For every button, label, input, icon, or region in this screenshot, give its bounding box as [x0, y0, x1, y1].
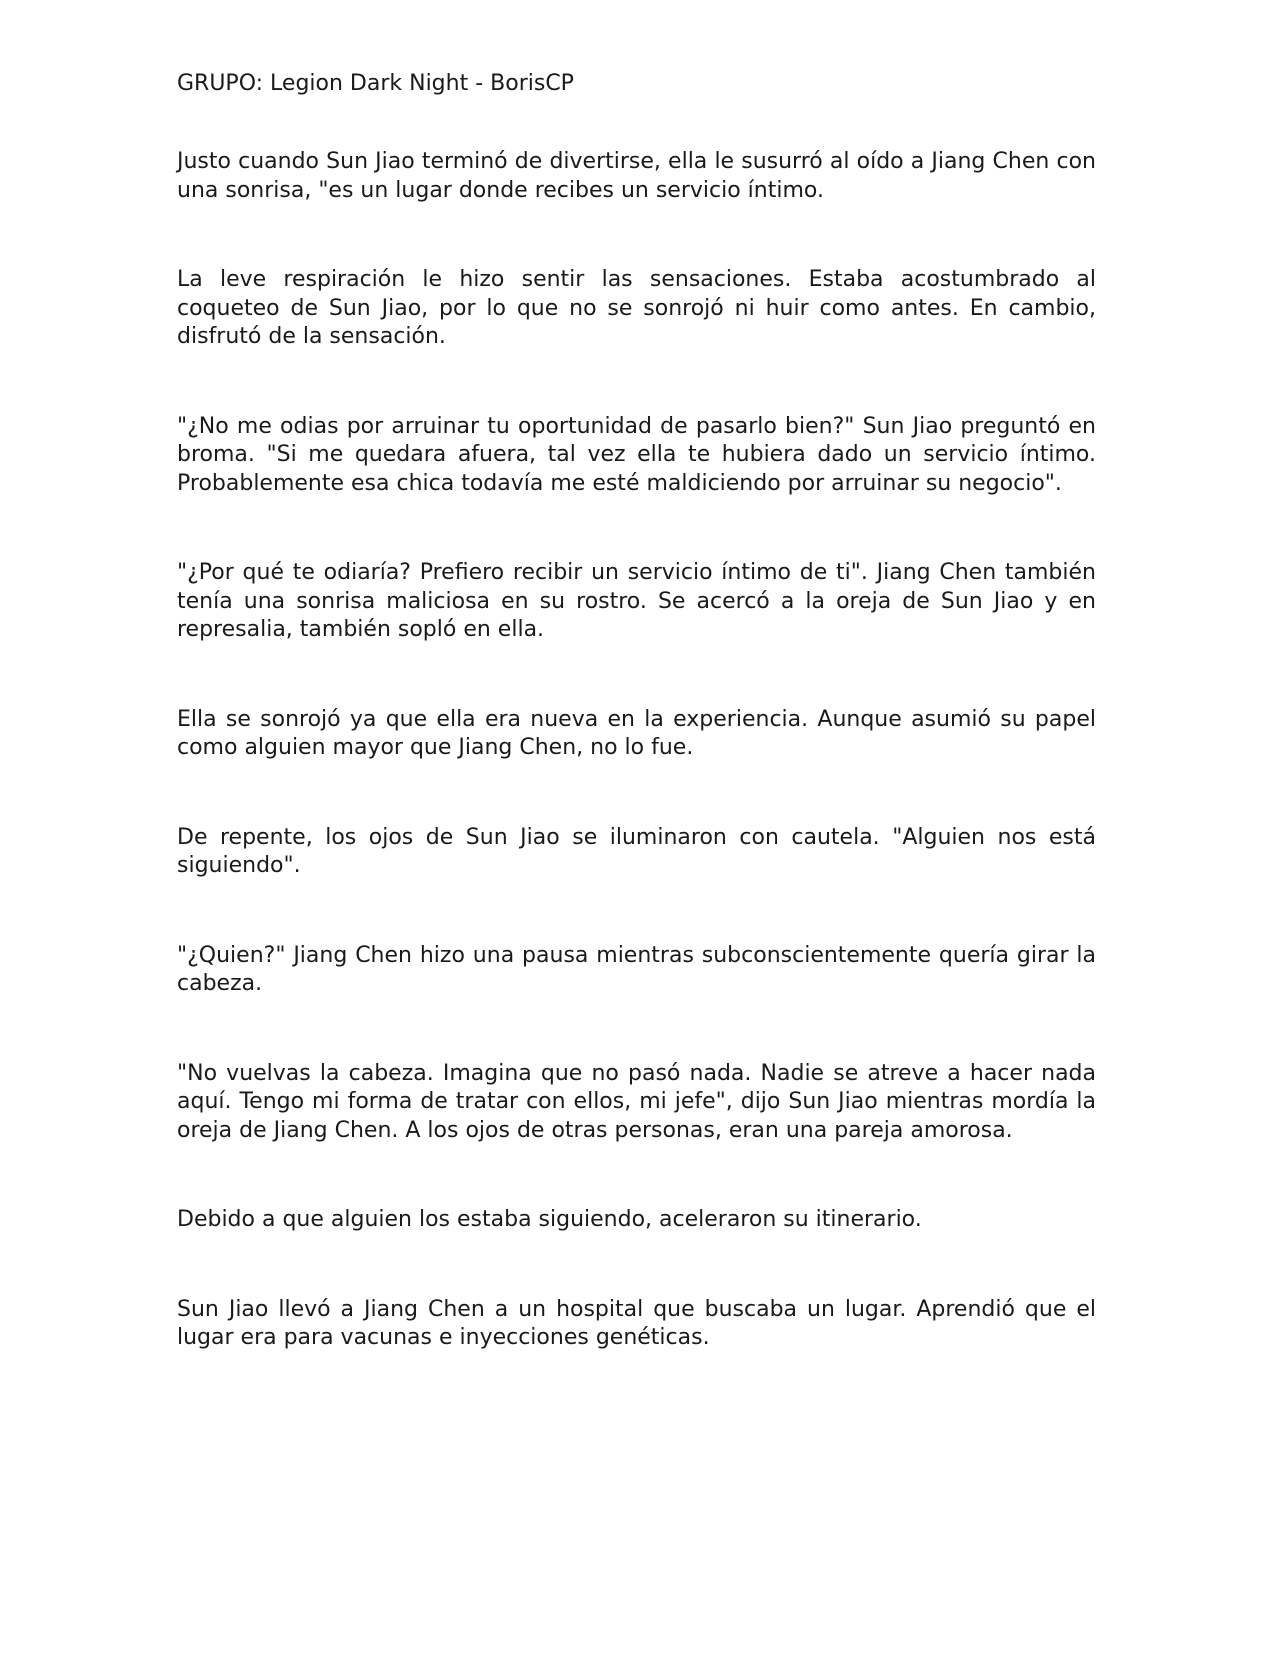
paragraph-9: Debido a que alguien los estaba siguiendo, aceleraron su itinerario.: [177, 1207, 922, 1232]
group-header: GRUPO: Legion Dark Night - BorisCP: [177, 71, 574, 96]
paragraph-8: "No vuelvas la cabeza. Imagina que no pasó nada. Nadie se atreve a hacer nada aquí. Tengo mi forma de tratar con ellos, mi jefe", dijo Sun Jiao mientras mordía la oreja de Jiang Chen. A los ojos de otras personas, eran una pareja amorosa.: [177, 1060, 1096, 1143]
paragraph-3: "¿No me odias por arruinar tu oportunidad de pasarlo bien?" Sun Jiao preguntó en broma. "Si me quedara afuera, tal vez ella te hubiera dado un servicio íntimo. Probablemente esa chica todavía me esté maldiciendo por arruinar su negocio".: [177, 413, 1096, 496]
paragraph-2: La leve respiración le hizo sentir las sensaciones. Estaba acostumbrado al coqueteo de Sun Jiao, por lo que no se sonrojó ni huir como antes. En cambio, disfrutó de la sensación.: [177, 267, 1096, 349]
paragraph-10: Sun Jiao llevó a Jiang Chen a un hospital que buscaba un lugar. Aprendió que el lugar era para vacunas e inyecciones genéticas.: [177, 1296, 1096, 1350]
document-page: [177, 70, 1096, 1353]
paragraph-4: "¿Por qué te odiaría? Prefiero recibir un servicio íntimo de ti". Jiang Chen también tenía una sonrisa maliciosa en su rostro. Se acercó a la oreja de Sun Jiao y en represalia, también sopló en ella.: [177, 560, 1096, 642]
paragraph-7: "¿Quien?" Jiang Chen hizo una pausa mientras subconscientemente quería girar la cabeza.: [177, 942, 1096, 996]
paragraph-5: Ella se sonrojó ya que ella era nueva en la experiencia. Aunque asumió su papel como alguien mayor que Jiang Chen, no lo fue.: [177, 706, 1096, 760]
paragraph-1: Justo cuando Sun Jiao terminó de divertirse, ella le susurró al oído a Jiang Chen con una sonrisa, "es un lugar donde recibes un servicio íntimo.: [177, 149, 1096, 203]
paragraph-6: De repente, los ojos de Sun Jiao se iluminaron con cautela. "Alguien nos está siguiendo".: [177, 824, 1096, 878]
